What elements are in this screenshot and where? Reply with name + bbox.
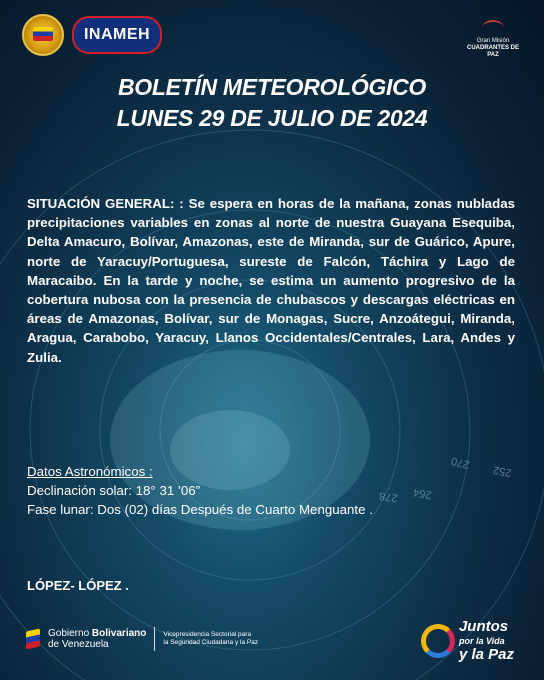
- moon-phase: Fase lunar: Dos (02) días Después de Cuarto Menguante .: [27, 502, 373, 517]
- juntos-line2: por la Vida: [458, 636, 505, 646]
- inameh-logo: INAMEH: [72, 16, 162, 54]
- cuadrantes-line2: CUADRANTES DE PAZ: [466, 45, 519, 58]
- compass-tick: 252: [492, 463, 513, 479]
- footer-divider: [154, 627, 155, 651]
- cuadrantes-de-paz-logo: [462, 20, 524, 59]
- juntos-line1: Juntos: [458, 618, 509, 635]
- astro-title: Datos Astronómicos :: [27, 464, 153, 479]
- vice-presidency: [163, 631, 283, 647]
- astronomical-data: [27, 462, 373, 519]
- juntos-line3: y la Paz: [458, 646, 514, 663]
- juntos-por-la-vida-logo: [421, 620, 514, 662]
- gov-bold: Bolivariano: [91, 628, 147, 639]
- gov-line2: de Venezuela: [48, 639, 109, 650]
- juntos-ring-icon: [421, 624, 455, 658]
- coat-of-arms-logo: [22, 14, 64, 56]
- vice-line1: Vicepresidencia Sectorial para: [163, 631, 252, 638]
- header-logos: [22, 14, 162, 56]
- title-line2: LUNES 29 DE JULIO DE 2024: [116, 105, 428, 131]
- venezuela-flag-icon: [26, 629, 40, 650]
- solar-declination: Declinación solar: 18° 31 ’06”: [27, 483, 201, 498]
- title-line1: BOLETÍN METEOROLÓGICO: [117, 74, 427, 100]
- compass-tick: 264: [412, 485, 433, 501]
- vice-line2: la Seguridad Ciudadana y la Paz: [163, 639, 259, 646]
- government-logo: [26, 627, 283, 651]
- compass-tick: 278: [378, 489, 399, 504]
- cuadrantes-emblem-icon: [482, 20, 504, 36]
- gov-name: [48, 628, 146, 650]
- gov-prefix: Gobierno: [48, 628, 90, 639]
- juntos-text: [459, 620, 514, 662]
- bulletin-title: [0, 72, 544, 134]
- compass-tick: 270: [449, 454, 471, 471]
- situacion-general-text: SITUACIÓN GENERAL: : Se espera en horas de la mañana, zonas nubladas precipitaciones variables en zonas al norte de nuestra Guayana Esequiba, Delta Amacuro, Bolívar, Amazonas, este de Miranda, sur de Guárico, Apure, norte de Yaracuy/Portuguesa, sureste de Falcón, Táchira y Lago de Maracaibo. En la tarde y noche, se estima un aumento progresivo de la cobertura nubosa con la presencia de chubascos y descargas eléctricas en áreas de Amazonas, Bolívar, sur de Monagas, Sucre, Anzoátegui, Miranda, Aragua, Carabobo, Yaracuy, Llanos Occidentales/Centrales, Lara, Andes y Zulia.: [27, 196, 515, 365]
- signature: LÓPEZ- LÓPEZ .: [27, 578, 129, 593]
- cuadrantes-line1: Gran Misión: [476, 38, 510, 44]
